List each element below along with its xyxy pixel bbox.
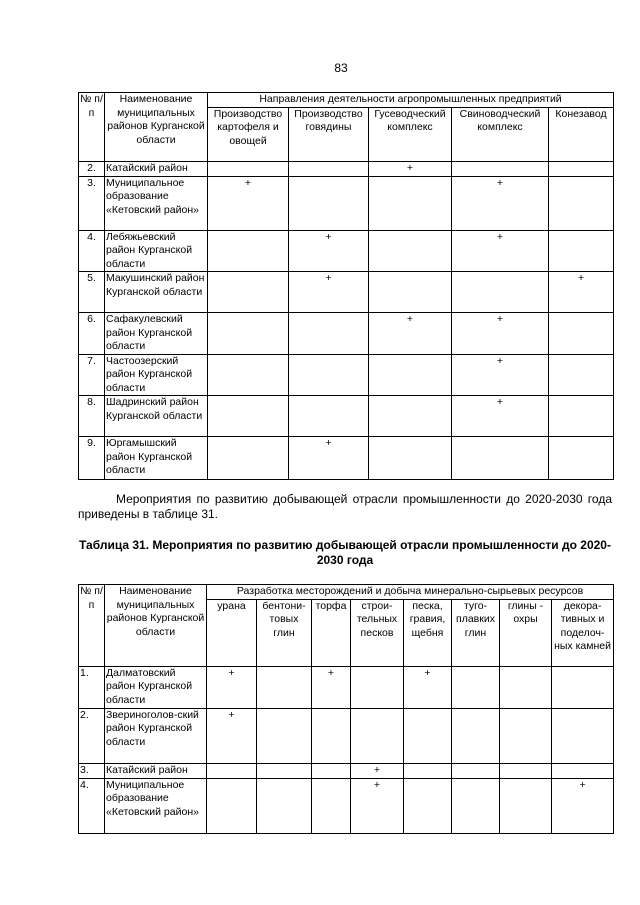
column-header: туго-плавких глин bbox=[452, 599, 500, 666]
mark-cell: + bbox=[207, 666, 257, 708]
mark-cell bbox=[552, 708, 614, 763]
row-number: 1. bbox=[79, 666, 105, 708]
table-row bbox=[79, 161, 614, 176]
mark-cell bbox=[452, 437, 549, 480]
table-30 bbox=[78, 92, 614, 480]
mark-cell bbox=[500, 708, 552, 763]
mark-cell: + bbox=[552, 778, 614, 833]
group-header: Разработка месторождений и добыча минерально-сырьевых ресурсов bbox=[207, 585, 614, 600]
table-row bbox=[79, 354, 614, 396]
col-name-header: Наименование муниципальных районов Курганской области bbox=[105, 93, 208, 162]
district-name: Макушинский район Курганской области bbox=[105, 272, 208, 313]
table-row bbox=[79, 313, 614, 355]
mark-cell bbox=[500, 778, 552, 833]
row-number: 5. bbox=[79, 272, 105, 313]
column-header: Свиноводческий комплекс bbox=[452, 107, 549, 161]
col-num-header: № п/п bbox=[79, 93, 105, 162]
row-number: 9. bbox=[79, 437, 105, 480]
district-name: Лебяжьевский район Курганской области bbox=[105, 230, 208, 272]
mark-cell: + bbox=[452, 230, 549, 272]
mark-cell bbox=[351, 708, 404, 763]
district-name: Катайский район bbox=[105, 161, 208, 176]
mark-cell: + bbox=[208, 176, 289, 230]
mark-cell bbox=[207, 763, 257, 778]
mark-cell bbox=[452, 778, 500, 833]
mark-cell: + bbox=[289, 272, 369, 313]
mark-cell bbox=[208, 437, 289, 480]
mark-cell bbox=[208, 230, 289, 272]
column-header: бентони-товых глин bbox=[257, 599, 312, 666]
mark-cell bbox=[312, 763, 351, 778]
mark-cell bbox=[404, 708, 452, 763]
mark-cell: + bbox=[351, 763, 404, 778]
mark-cell: + bbox=[404, 666, 452, 708]
mark-cell bbox=[404, 763, 452, 778]
table-row bbox=[79, 272, 614, 313]
column-header: Конезавод bbox=[549, 107, 614, 161]
table-31 bbox=[78, 584, 614, 834]
mark-cell: + bbox=[452, 176, 549, 230]
mark-cell bbox=[552, 666, 614, 708]
col-name-header: Наименование муниципальных районов Курганской области bbox=[105, 585, 207, 667]
mark-cell bbox=[351, 666, 404, 708]
table-row bbox=[79, 708, 614, 763]
col-num-header: № п/п bbox=[79, 585, 105, 667]
mark-cell bbox=[312, 708, 351, 763]
paragraph: Мероприятия по развитию добывающей отрасли промышленности до 2020-2030 года приведены в таблице 31. bbox=[78, 492, 612, 521]
mark-cell bbox=[549, 161, 614, 176]
district-name: Муниципальное образование «Кетовский район» bbox=[105, 176, 208, 230]
mark-cell bbox=[549, 313, 614, 355]
column-header: глины - охры bbox=[500, 599, 552, 666]
mark-cell bbox=[452, 272, 549, 313]
district-name: Сафакулевский район Курганской области bbox=[105, 313, 208, 355]
mark-cell bbox=[289, 396, 369, 437]
table-row bbox=[79, 778, 614, 833]
column-header: торфа bbox=[312, 599, 351, 666]
mark-cell bbox=[549, 176, 614, 230]
table-31-title: Таблица 31. Мероприятия по развитию добывающей отрасли промышленности до 2020-2030 года bbox=[79, 538, 611, 567]
column-header: Производство картофеля и овощей bbox=[208, 107, 289, 161]
mark-cell bbox=[208, 396, 289, 437]
mark-cell bbox=[312, 778, 351, 833]
column-header: строи-тельных песков bbox=[351, 599, 404, 666]
column-header: Производство говядины bbox=[289, 107, 369, 161]
table-row bbox=[79, 437, 614, 480]
table-row bbox=[79, 230, 614, 272]
mark-cell bbox=[257, 708, 312, 763]
row-number: 4. bbox=[79, 778, 105, 833]
mark-cell bbox=[369, 354, 452, 396]
district-name: Далматовский район Курганской области bbox=[105, 666, 207, 708]
mark-cell bbox=[452, 666, 500, 708]
mark-cell: + bbox=[369, 313, 452, 355]
mark-cell bbox=[289, 354, 369, 396]
row-number: 7. bbox=[79, 354, 105, 396]
mark-cell: + bbox=[312, 666, 351, 708]
mark-cell bbox=[549, 230, 614, 272]
row-number: 3. bbox=[79, 763, 105, 778]
mark-cell: + bbox=[207, 708, 257, 763]
mark-cell bbox=[552, 763, 614, 778]
mark-cell bbox=[452, 708, 500, 763]
mark-cell bbox=[257, 778, 312, 833]
row-number: 4. bbox=[79, 230, 105, 272]
mark-cell bbox=[257, 763, 312, 778]
row-number: 2. bbox=[79, 708, 105, 763]
row-number: 2. bbox=[79, 161, 105, 176]
mark-cell bbox=[549, 354, 614, 396]
mark-cell bbox=[549, 396, 614, 437]
mark-cell bbox=[208, 354, 289, 396]
column-header: урана bbox=[207, 599, 257, 666]
district-name: Катайский район bbox=[105, 763, 207, 778]
mark-cell bbox=[500, 763, 552, 778]
mark-cell: + bbox=[549, 272, 614, 313]
mark-cell bbox=[208, 313, 289, 355]
district-name: Юргамышский район Курганской области bbox=[105, 437, 208, 480]
column-header: песка, гравия, щебня bbox=[404, 599, 452, 666]
mark-cell bbox=[369, 176, 452, 230]
mark-cell bbox=[452, 763, 500, 778]
table-row bbox=[79, 763, 614, 778]
mark-cell: + bbox=[289, 437, 369, 480]
mark-cell bbox=[289, 313, 369, 355]
mark-cell bbox=[404, 778, 452, 833]
mark-cell bbox=[369, 437, 452, 480]
group-header: Направления деятельности агропромышленных предприятий bbox=[208, 93, 614, 108]
mark-cell: + bbox=[452, 396, 549, 437]
mark-cell bbox=[500, 666, 552, 708]
column-header: Гусеводческий комплекс bbox=[369, 107, 452, 161]
row-number: 6. bbox=[79, 313, 105, 355]
row-number: 8. bbox=[79, 396, 105, 437]
mark-cell bbox=[208, 161, 289, 176]
district-name: Звериноголов-ский район Курганской области bbox=[105, 708, 207, 763]
mark-cell bbox=[208, 272, 289, 313]
mark-cell: + bbox=[452, 354, 549, 396]
mark-cell bbox=[369, 230, 452, 272]
mark-cell: + bbox=[369, 161, 452, 176]
mark-cell bbox=[369, 396, 452, 437]
table-row bbox=[79, 396, 614, 437]
mark-cell bbox=[549, 437, 614, 480]
table-row bbox=[79, 176, 614, 230]
mark-cell bbox=[289, 161, 369, 176]
mark-cell: + bbox=[351, 778, 404, 833]
mark-cell bbox=[257, 666, 312, 708]
mark-cell bbox=[369, 272, 452, 313]
mark-cell bbox=[289, 176, 369, 230]
mark-cell bbox=[452, 161, 549, 176]
mark-cell: + bbox=[452, 313, 549, 355]
district-name: Муниципальное образование «Кетовский район» bbox=[105, 778, 207, 833]
page-number: 83 bbox=[334, 61, 348, 75]
table-row bbox=[79, 666, 614, 708]
mark-cell: + bbox=[289, 230, 369, 272]
column-header: декора-тивных и поделоч-ных камней bbox=[552, 599, 614, 666]
district-name: Шадринский район Курганской области bbox=[105, 396, 208, 437]
row-number: 3. bbox=[79, 176, 105, 230]
mark-cell bbox=[207, 778, 257, 833]
district-name: Частоозерский район Курганской области bbox=[105, 354, 208, 396]
